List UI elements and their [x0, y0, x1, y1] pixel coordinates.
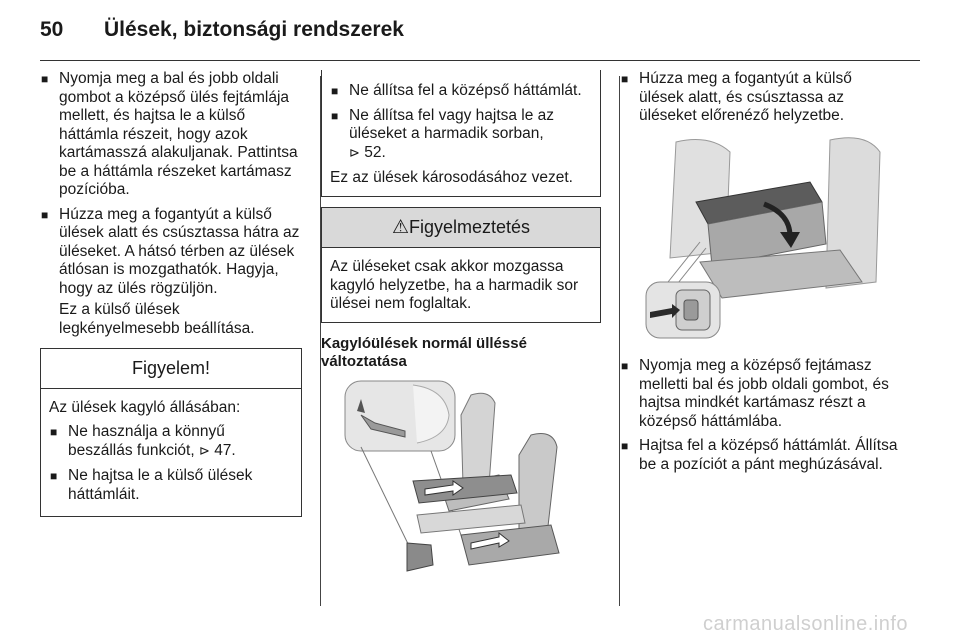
notice-consequence: Ez az ülések károsodásához vezet. — [330, 169, 573, 186]
page-reference-arrow-icon: ⊳ — [198, 443, 210, 459]
warning-box — [321, 207, 601, 323]
notice-item — [49, 423, 293, 461]
page-title: Ülések, biztonsági rendszerek — [104, 18, 404, 41]
notice-title: Figyelem! — [41, 349, 301, 389]
page-reference[interactable]: 52. — [364, 143, 386, 161]
instruction-item: ■ Nyomja meg a bal és jobb oldali gombot a középső ülés fejtámlája mellett, és hajtsa le a külső háttámla részeit, hogy azok kartámasszá alakuljanak. Pattintsa be a háttámla részeket kartámasz pozícióba. — [40, 70, 302, 200]
notice-body — [41, 389, 301, 517]
notice-item-text: Ne állítsa fel vagy hajtsa le az üléseket a harmadik sorban, — [349, 106, 555, 142]
column-1 — [40, 70, 302, 517]
page-reference[interactable]: 47. — [214, 441, 236, 459]
instruction-note: Ez a külső ülések legkényelmesebb beállítása. — [59, 301, 255, 337]
column-2 — [321, 70, 601, 592]
notice-intro: Az ülések kagyló állásában: — [49, 398, 241, 416]
column-3 — [620, 70, 900, 480]
seat-forward-illustration — [640, 132, 900, 348]
warning-header — [322, 208, 600, 249]
warning-triangle-icon: ⚠ — [391, 216, 409, 238]
page-number: 50 — [40, 18, 64, 41]
seat-slide-illustration — [321, 375, 601, 593]
section-subheading: Kagylóülések normál ülléssé változtatása — [321, 334, 527, 370]
instruction-item: ■ Húzza meg a fogantyút a külső ülések alatt és csúsztassa hátra az üléseket. A hátsó térben az ülések átlósan is mozgathatók. Hagyja, hogy az ülés rögzüljön. — [40, 206, 302, 299]
warning-body: Az üléseket csak akkor mozgassa kagyló helyzetbe, ha a harmadik sor ülései nem foglaltak. — [330, 258, 579, 312]
instruction-item: ■ Hajtsa fel a középső háttámlát. Állítsa be a pozíciót a pánt meghúzásával. — [620, 437, 900, 474]
instruction-item: ■ Nyomja meg a középső fejtámasz melletti bal és jobb oldali gombot, és hajtsa mindkét kartámasz részt a középső háttámlába. — [620, 357, 900, 431]
notice-box-continued — [321, 70, 601, 197]
watermark: carmanualsonline.info — [702, 613, 908, 635]
header-rule — [40, 60, 920, 61]
page-header — [40, 18, 404, 42]
notice-item-text: Ne használja a könnyű beszállás funkciót, — [68, 423, 225, 459]
warning-title: Figyelmeztetés — [409, 216, 531, 237]
instruction-item: ■ Húzza meg a fogantyút a külső ülések alatt, és csúsztassa az üléseket előrenéző helyzetbe. — [620, 70, 900, 126]
notice-item: ■ Ne hajtsa le a külső ülések háttámláit. — [49, 467, 293, 504]
page-reference-arrow-icon: ⊳ — [349, 145, 360, 161]
notice-item — [330, 107, 592, 164]
notice-box — [40, 348, 302, 517]
notice-item: ■ Ne állítsa fel a középső háttámlát. — [330, 82, 592, 101]
